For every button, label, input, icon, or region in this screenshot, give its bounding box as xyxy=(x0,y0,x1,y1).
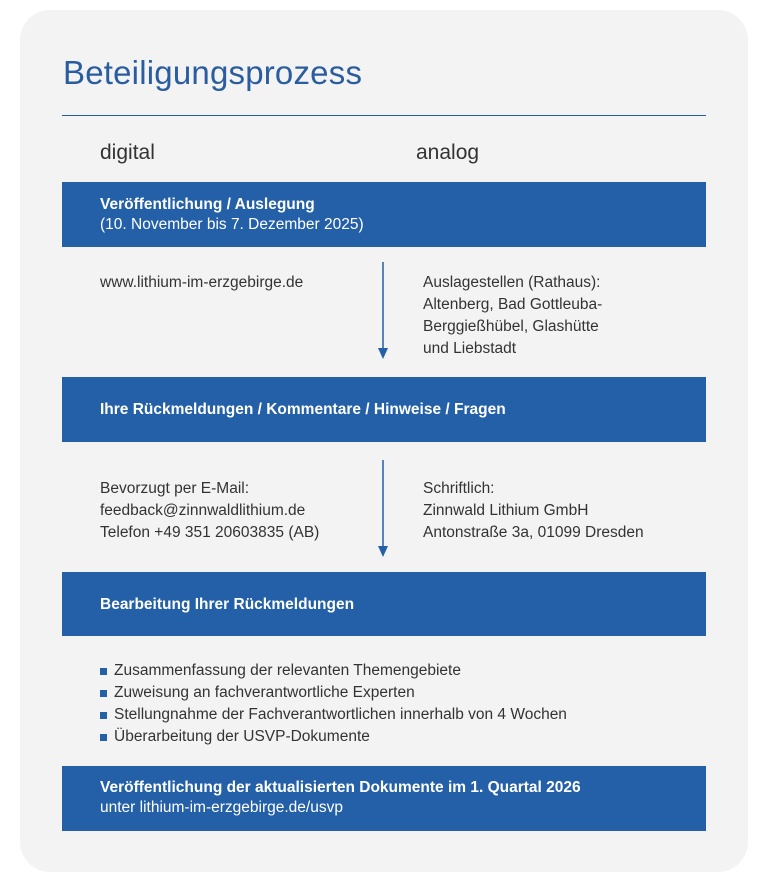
stage-processing-title: Bearbeitung Ihrer Rückmeldungen xyxy=(100,596,355,613)
stage-processing-bar xyxy=(62,572,706,636)
digital-contact-line: Bevorzugt per E-Mail: xyxy=(100,480,250,497)
analog-locations-line: Berggießhübel, Glashütte xyxy=(423,318,599,335)
flow-arrow-down-icon xyxy=(376,460,390,558)
stage-final-link-text: unter lithium-im-erzgebirge.de/usvp xyxy=(100,799,343,816)
square-bullet-icon xyxy=(100,712,107,719)
analog-locations-line: Altenberg, Bad Gottleuba- xyxy=(423,296,603,313)
title-divider xyxy=(62,115,706,116)
list-item xyxy=(100,726,567,748)
stage-final-title: Veröffentlichung der aktualisierten Dokumente im 1. Quartal 2026 xyxy=(100,779,581,796)
digital-website-text: www.lithium-im-erzgebirge.de xyxy=(100,274,304,291)
digital-contact-line: Telefon +49 351 20603835 (AB) xyxy=(100,524,320,541)
analog-contact-line: Antonstraße 3a, 01099 Dresden xyxy=(423,524,644,541)
digital-contact-text xyxy=(100,478,319,544)
analog-locations-text xyxy=(423,272,602,360)
analog-locations-line: und Liebstadt xyxy=(423,340,517,357)
page-title: Beteiligungsprozess xyxy=(63,54,363,91)
list-item-text: Überarbeitung der USVP-Dokumente xyxy=(114,728,370,745)
square-bullet-icon xyxy=(100,734,107,741)
flow-arrow-down-icon xyxy=(376,262,390,360)
square-bullet-icon xyxy=(100,690,107,697)
stage-feedback-bar xyxy=(62,377,706,442)
list-item-text: Stellungnahme der Fachverantwortlichen innerhalb von 4 Wochen xyxy=(114,706,567,723)
analog-contact-line: Schriftlich: xyxy=(423,480,495,497)
stage-publication-bar xyxy=(62,182,706,247)
processing-steps-list xyxy=(100,660,567,748)
analog-contact-text xyxy=(423,478,644,544)
list-item xyxy=(100,660,567,682)
stage-final-publication-bar xyxy=(62,766,706,831)
list-item-text: Zusammenfassung der relevanten Themengebiete xyxy=(114,662,461,679)
list-item xyxy=(100,704,567,726)
analog-contact-line: Zinnwald Lithium GmbH xyxy=(423,502,589,519)
digital-contact-line: feedback@zinnwaldlithium.de xyxy=(100,502,306,519)
stage-publication-title: Veröffentlichung / Auslegung xyxy=(100,196,315,213)
column-header-analog: analog xyxy=(416,141,480,164)
stage-publication-dates: (10. November bis 7. Dezember 2025) xyxy=(100,216,364,233)
column-header-digital: digital xyxy=(100,141,155,164)
list-item xyxy=(100,682,567,704)
square-bullet-icon xyxy=(100,668,107,675)
analog-locations-line: Auslagestellen (Rathaus): xyxy=(423,274,601,291)
list-item-text: Zuweisung an fachverantwortliche Experten xyxy=(114,684,415,701)
stage-feedback-title: Ihre Rückmeldungen / Kommentare / Hinweise / Fragen xyxy=(100,401,506,418)
